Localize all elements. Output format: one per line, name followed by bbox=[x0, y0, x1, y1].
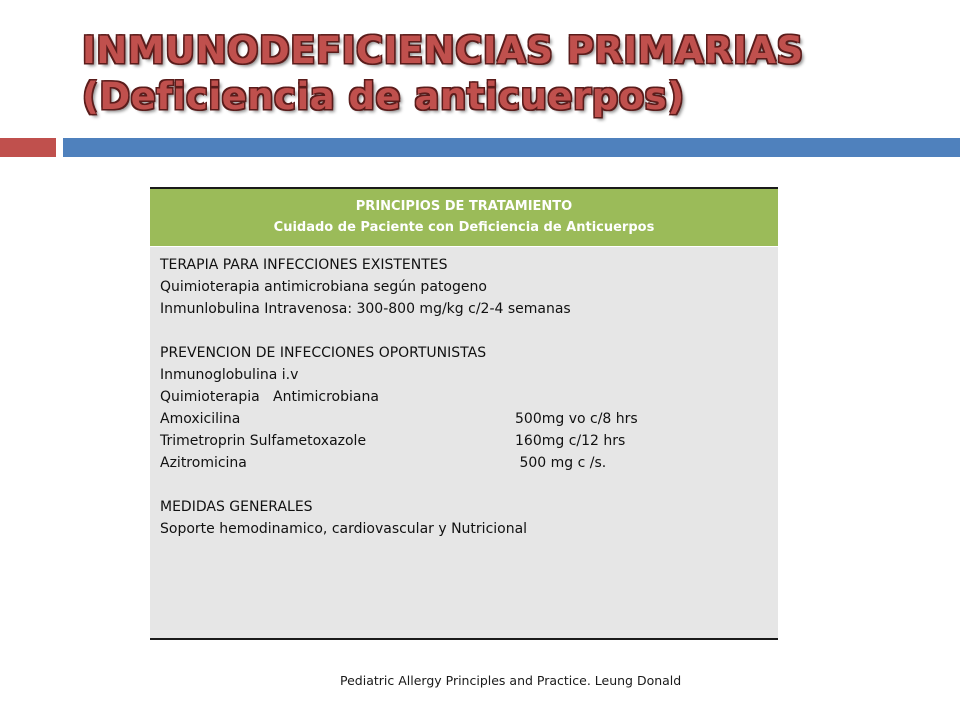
drug-row bbox=[160, 430, 768, 452]
list-item: Soporte hemodinamico, cardiovascular y Nutricional bbox=[160, 521, 528, 537]
drug-dose: 500mg vo c/8 hrs bbox=[515, 411, 638, 427]
drug-row bbox=[160, 408, 768, 430]
spacer bbox=[160, 474, 768, 496]
section-heading-existing-infections: TERAPIA PARA INFECCIONES EXISTENTES bbox=[160, 257, 448, 273]
drug-dose: 500 mg c /s. bbox=[515, 455, 607, 471]
drug-name: Trimetroprin Sulfametoxazole bbox=[160, 433, 367, 449]
treatment-table bbox=[150, 187, 778, 640]
citation: Pediatric Allergy Principles and Practice. Leung Donald bbox=[340, 673, 682, 688]
title-line-1: INMUNODEFICIENCIAS PRIMARIAS bbox=[82, 29, 804, 72]
title-line-2: (Deficiencia de anticuerpos) bbox=[82, 75, 685, 118]
table-header bbox=[150, 189, 778, 247]
drug-row bbox=[160, 452, 768, 474]
list-item: Quimioterapia Antimicrobiana bbox=[160, 389, 379, 405]
list-item: Inmunoglobulina i.v bbox=[160, 367, 299, 383]
accent-bar-blue bbox=[63, 138, 960, 157]
table-header-title: PRINCIPIOS DE TRATAMIENTO bbox=[355, 199, 573, 214]
table-header-subtitle: Cuidado de Paciente con Deficiencia de Anticuerpos bbox=[273, 220, 655, 235]
spacer bbox=[160, 320, 768, 342]
list-item: Quimioterapia antimicrobiana según patogeno bbox=[160, 279, 487, 295]
section-heading-prevention: PREVENCION DE INFECCIONES OPORTUNISTAS bbox=[160, 345, 487, 361]
drug-dose: 160mg c/12 hrs bbox=[515, 433, 626, 449]
section-heading-general-measures: MEDIDAS GENERALES bbox=[160, 499, 313, 515]
table-body bbox=[150, 247, 778, 547]
drug-name: Azitromicina bbox=[160, 455, 247, 471]
accent-bar-red bbox=[0, 138, 56, 157]
slide-title bbox=[82, 28, 942, 120]
drug-name: Amoxicilina bbox=[160, 411, 241, 427]
list-item: Inmunlobulina Intravenosa: 300-800 mg/kg c/2-4 semanas bbox=[160, 301, 571, 317]
